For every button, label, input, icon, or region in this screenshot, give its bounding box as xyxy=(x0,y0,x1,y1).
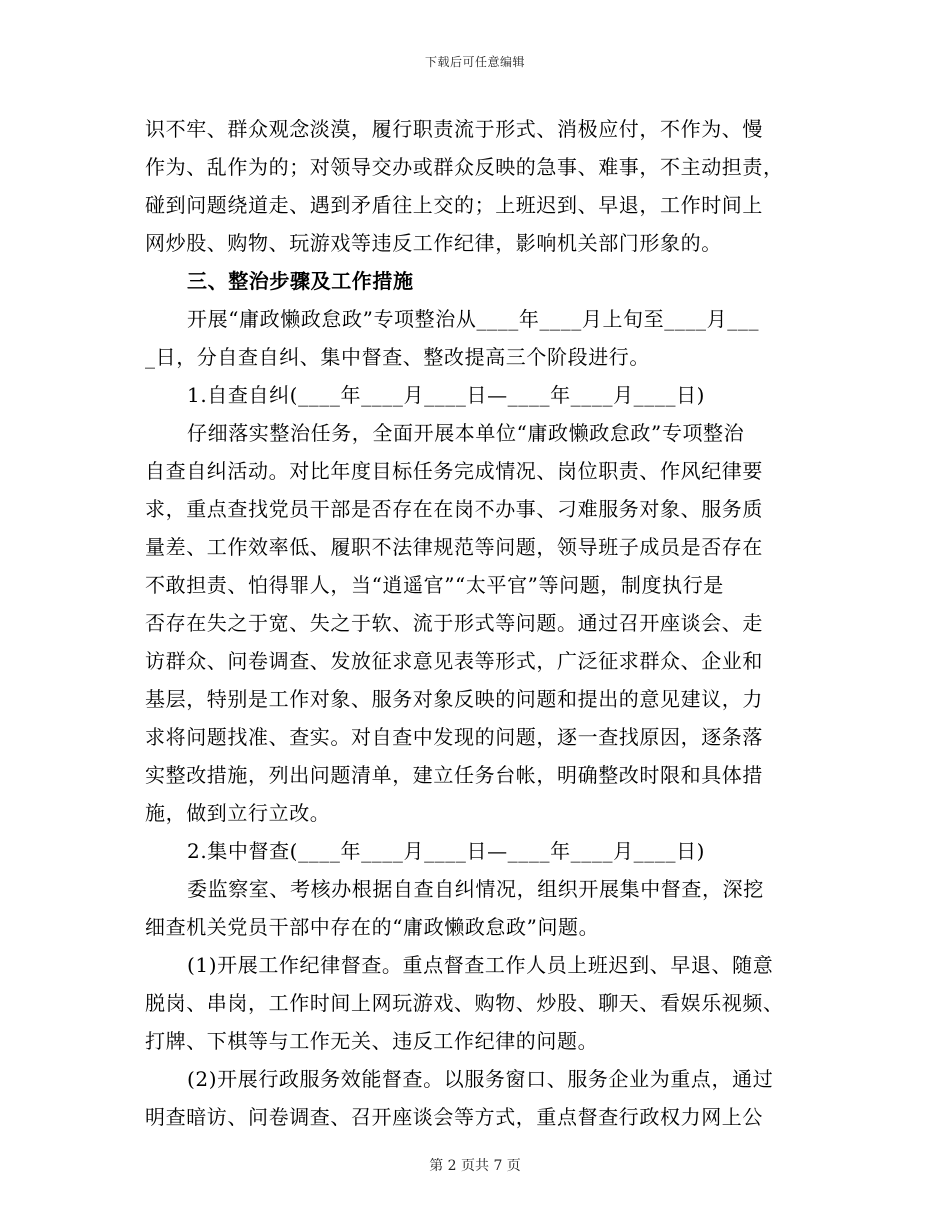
body-line: 碰到问题绕道走、遇到矛盾往上交的；上班迟到、早退，工作时间上 xyxy=(145,193,763,217)
body-line: 否存在失之于宽、失之于软、流于形式等问题。通过召开座谈会、走 xyxy=(145,611,763,635)
body-line: _日，分自查自纠、集中督查、整改提高三个阶段进行。 xyxy=(145,345,650,369)
document-body xyxy=(145,110,805,1136)
subsection-heading: 1.自查自纠(____年____月____日—____年____月____日) xyxy=(187,383,706,407)
page-header: 下载后可任意编辑 xyxy=(424,55,525,69)
subsection-heading: 2.集中督查(____年____月____日—____年____月____日) xyxy=(187,839,706,863)
body-line: 作为、乱作为的；对领导交办或群众反映的急事、难事，不主动担责， xyxy=(145,155,784,179)
body-line: 不敢担责、怕得罪人，当“逍遥官”“太平官”等问题，制度执行是 xyxy=(145,573,724,597)
body-line: 明查暗访、问卷调查、召开座谈会等方式，重点督查行政权力网上公 xyxy=(145,1105,763,1129)
body-line: 打牌、下棋等与工作无关、违反工作纪律的问题。 xyxy=(145,1029,599,1053)
body-line: 开展“庸政懒政怠政”专项整治从____年____月上旬至____月___ xyxy=(187,307,760,331)
body-line: 委监察室、考核办根据自查自纠情况，组织开展集中督查，深挖 xyxy=(187,877,764,901)
body-line: 细查机关党员干部中存在的“庸政懒政怠政”问题。 xyxy=(145,915,600,939)
list-item-line: (1)开展工作纪律督查。重点督查工作人员上班迟到、早退、随意 xyxy=(187,953,774,977)
section-heading: 三、整治步骤及工作措施 xyxy=(187,269,414,293)
body-line: 施，做到立行立改。 xyxy=(145,801,331,825)
body-line: 仔细落实整治任务，全面开展本单位“庸政懒政怠政”专项整治 xyxy=(187,421,745,445)
body-line: 基层，特别是工作对象、服务对象反映的问题和提出的意见建议，力 xyxy=(145,687,763,711)
body-line: 访群众、问卷调查、发放征求意见表等形式，广泛征求群众、企业和 xyxy=(145,649,763,673)
body-line: 求，重点查找党员干部是否存在在岗不办事、刁难服务对象、服务质 xyxy=(145,497,763,521)
body-line: 识不牢、群众观念淡漠，履行职责流于形式、消极应付，不作为、慢 xyxy=(145,117,763,141)
body-line: 脱岗、串岗，工作时间上网玩游戏、购物、炒股、聊天、看娱乐视频、 xyxy=(145,991,784,1015)
body-line: 实整改措施，列出问题清单，建立任务台帐，明确整改时限和具体措 xyxy=(145,763,763,787)
body-line: 网炒股、购物、玩游戏等违反工作纪律，影响机关部门形象的。 xyxy=(145,231,722,255)
body-line: 求将问题找准、查实。对自查中发现的问题，逐一查找原因，逐条落 xyxy=(145,725,763,749)
list-item-line: (2)开展行政服务效能督查。以服务窗口、服务企业为重点，通过 xyxy=(187,1067,774,1091)
page-number: 第 2 页共 7 页 xyxy=(429,1158,521,1174)
body-line: 量差、工作效率低、履职不法律规范等问题，领导班子成员是否存在 xyxy=(145,535,763,559)
body-line: 自查自纠活动。对比年度目标任务完成情况、岗位职责、作风纪律要 xyxy=(145,459,763,483)
